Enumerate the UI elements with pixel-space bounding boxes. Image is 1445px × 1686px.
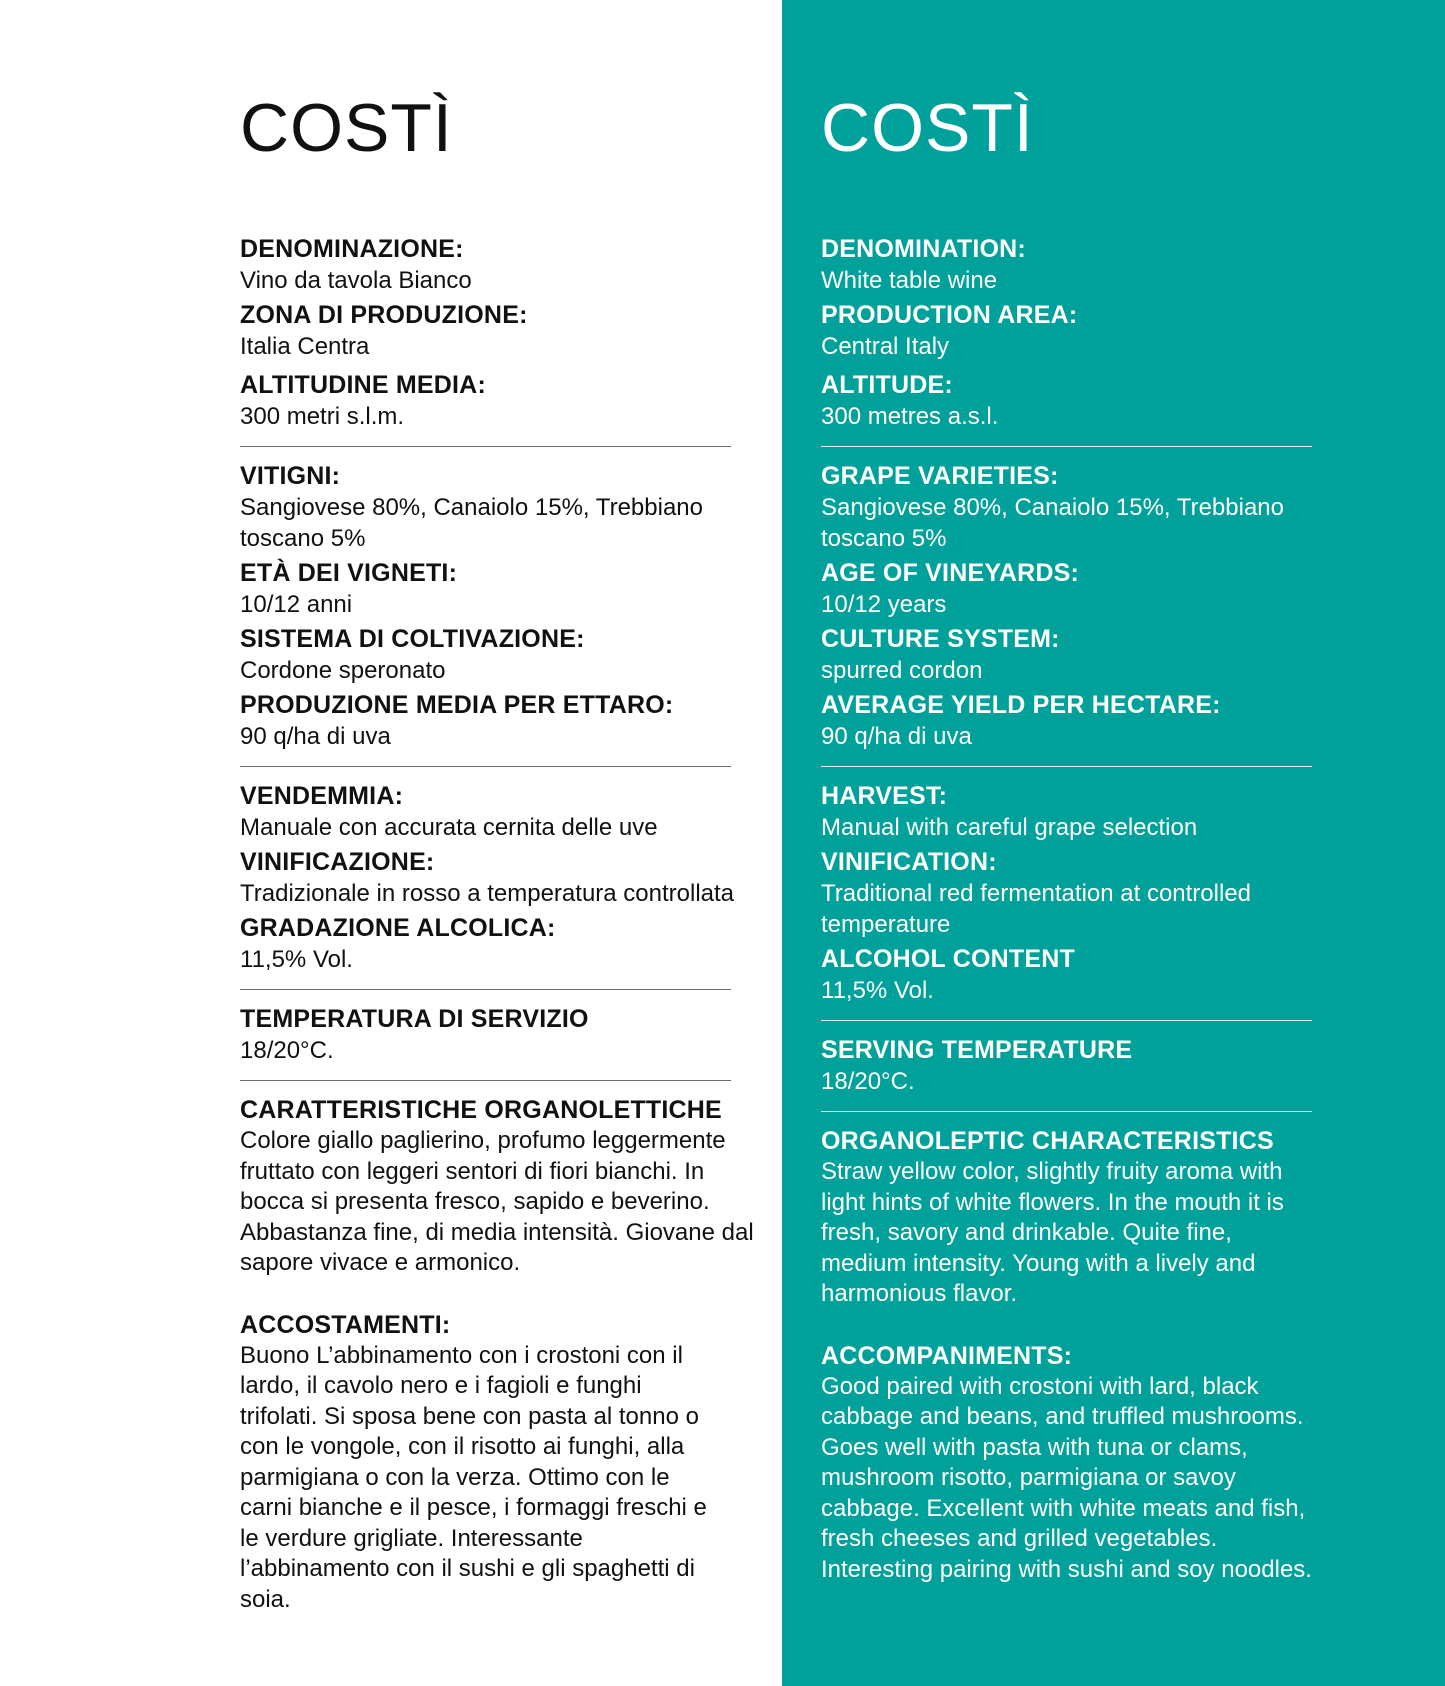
field-value: Tradizionale in rosso a temperatura controllata — [240, 880, 735, 907]
field — [821, 461, 1421, 554]
section-serving — [821, 1035, 1421, 1097]
field — [240, 781, 760, 843]
divider — [240, 989, 731, 990]
field — [821, 781, 1421, 843]
field-label: VITIGNI: — [240, 462, 341, 490]
section-pairing — [821, 1341, 1421, 1586]
english-panel — [782, 0, 1445, 1686]
pairing-label: ACCOMPANIMENTS: — [821, 1341, 1073, 1370]
field — [821, 558, 1421, 620]
field-value: Sangiovese 80%, Canaiolo 15%, Trebbiano toscano 5% — [821, 494, 1284, 552]
pairing-label: ACCOSTAMENTI: — [240, 1310, 451, 1339]
field — [821, 1035, 1421, 1097]
field-label: ETÀ DEI VIGNETI: — [240, 559, 458, 587]
field — [240, 1004, 760, 1066]
field-value: 11,5% Vol. — [240, 946, 353, 973]
english-column — [821, 90, 1421, 1585]
divider — [821, 766, 1312, 767]
field-label: ALCOHOL CONTENT — [821, 945, 1075, 973]
field-value: Sangiovese 80%, Canaiolo 15%, Trebbiano toscano 5% — [240, 494, 703, 552]
field — [821, 690, 1421, 752]
wine-title: COSTÌ — [240, 90, 453, 166]
field-value: Manual with careful grape selection — [821, 814, 1198, 841]
field-value: Vino da tavola Bianco — [240, 267, 472, 294]
field-value: White table wine — [821, 267, 998, 294]
field — [240, 847, 760, 909]
field-label: DENOMINATION: — [821, 235, 1026, 263]
field — [821, 624, 1421, 686]
field — [240, 234, 760, 296]
section-origin — [821, 234, 1421, 432]
field-value: 90 q/ha di uva — [240, 723, 391, 750]
divider — [821, 1020, 1312, 1021]
field-label: DENOMINAZIONE: — [240, 235, 464, 263]
organoleptic-label: ORGANOLEPTIC CHARACTERISTICS — [821, 1127, 1274, 1155]
organoleptic-label: CARATTERISTICHE ORGANOLETTICHE — [240, 1096, 722, 1124]
field-label: ALTITUDINE MEDIA: — [240, 371, 486, 399]
field-label: PRODUZIONE MEDIA PER ETTARO: — [240, 691, 674, 719]
field-value: 10/12 years — [821, 591, 947, 618]
field-label: VINIFICAZIONE: — [240, 848, 435, 876]
section-organoleptic — [240, 1095, 760, 1279]
field-value: Cordone speronato — [240, 657, 446, 684]
field-label: AVERAGE YIELD PER HECTARE: — [821, 691, 1221, 719]
section-vineyard — [240, 461, 760, 752]
field-label: VENDEMMIA: — [240, 782, 404, 810]
section-winemaking — [240, 781, 760, 975]
divider — [821, 446, 1312, 447]
field-value: Central Italy — [821, 333, 950, 360]
field — [821, 944, 1421, 1006]
field-value: spurred cordon — [821, 657, 983, 684]
field-value: 18/20°C. — [240, 1037, 334, 1064]
field — [240, 300, 760, 362]
field-value: 300 metri s.l.m. — [240, 403, 405, 430]
field-value: Manuale con accurata cernita delle uve — [240, 814, 658, 841]
field-label: AGE OF VINEYARDS: — [821, 559, 1080, 587]
section-organoleptic — [821, 1126, 1421, 1310]
field — [240, 370, 760, 432]
field-label: TEMPERATURA DI SERVIZIO — [240, 1005, 589, 1033]
section-winemaking — [821, 781, 1421, 1006]
field-label: VINIFICATION: — [821, 848, 997, 876]
field-label: SERVING TEMPERATURE — [821, 1036, 1133, 1064]
field — [240, 913, 760, 975]
field — [240, 461, 760, 554]
field-value: Traditional red fermentation at controlled temperature — [821, 880, 1252, 938]
field-label: GRADAZIONE ALCOLICA: — [240, 914, 556, 942]
field-value: 300 metres a.s.l. — [821, 403, 999, 430]
field — [821, 847, 1421, 940]
field-value: Italia Centra — [240, 333, 370, 360]
field — [240, 690, 760, 752]
field — [821, 300, 1421, 362]
section-pairing — [240, 1310, 760, 1616]
divider — [240, 446, 731, 447]
field — [240, 624, 760, 686]
divider — [240, 766, 731, 767]
divider — [240, 1080, 731, 1081]
section-vineyard — [821, 461, 1421, 752]
field-label: CULTURE SYSTEM: — [821, 625, 1060, 653]
pairing-text: Buono L’abbinamento con i crostoni con il lardo, il cavolo nero e i fagioli e funghi trifolati. Si sposa bene con pasta al tonno o con le vongole, con il risotto ai funghi, alla parmigiana o con la verza. Ottimo con le carni bianche e il pesce, i formaggi freschi e le verdure grigliate. Interessante l’abbinamento con il sushi e gli spaghetti di soia. — [240, 1341, 707, 1613]
pairing-text: Good paired with crostoni with lard, black cabbage and beans, and truffled mushrooms. Goes well with pasta with tuna or clams, mushroom risotto, parmigiana or savoy cabbage. Excellent with white meats and fish, fresh cheeses and grilled vegetables. Interesting pairing with sushi and soy noodles. — [821, 1372, 1312, 1583]
organoleptic-text: Colore giallo paglierino, profumo leggermente fruttato con leggeri sentori di fiori bianchi. In bocca si presenta fresco, sapido e beverino. Abbastanza fine, di media intensità. Giovane dal sapore vivace e armonico. — [240, 1127, 754, 1276]
wine-title: COSTÌ — [821, 90, 1034, 166]
field-label: PRODUCTION AREA: — [821, 301, 1078, 329]
italian-column — [240, 90, 760, 1615]
field-value: 18/20°C. — [821, 1068, 915, 1095]
field — [240, 558, 760, 620]
field-label: ZONA DI PRODUZIONE: — [240, 301, 528, 329]
section-origin — [240, 234, 760, 432]
field-value: 11,5% Vol. — [821, 977, 934, 1004]
field-value: 10/12 anni — [240, 591, 353, 618]
field-label: ALTITUDE: — [821, 371, 953, 399]
divider — [821, 1111, 1312, 1112]
field — [821, 370, 1421, 432]
field — [821, 234, 1421, 296]
organoleptic-text: Straw yellow color, slightly fruity aroma with light hints of white flowers. In the mouth it is fresh, savory and drinkable. Quite fine, medium intensity. Young with a lively and harmonious flavor. — [821, 1158, 1284, 1307]
field-label: SISTEMA DI COLTIVAZIONE: — [240, 625, 585, 653]
field-label: HARVEST: — [821, 782, 948, 810]
section-serving — [240, 1004, 760, 1066]
field-value: 90 q/ha di uva — [821, 723, 972, 750]
field-label: GRAPE VARIETIES: — [821, 462, 1059, 490]
